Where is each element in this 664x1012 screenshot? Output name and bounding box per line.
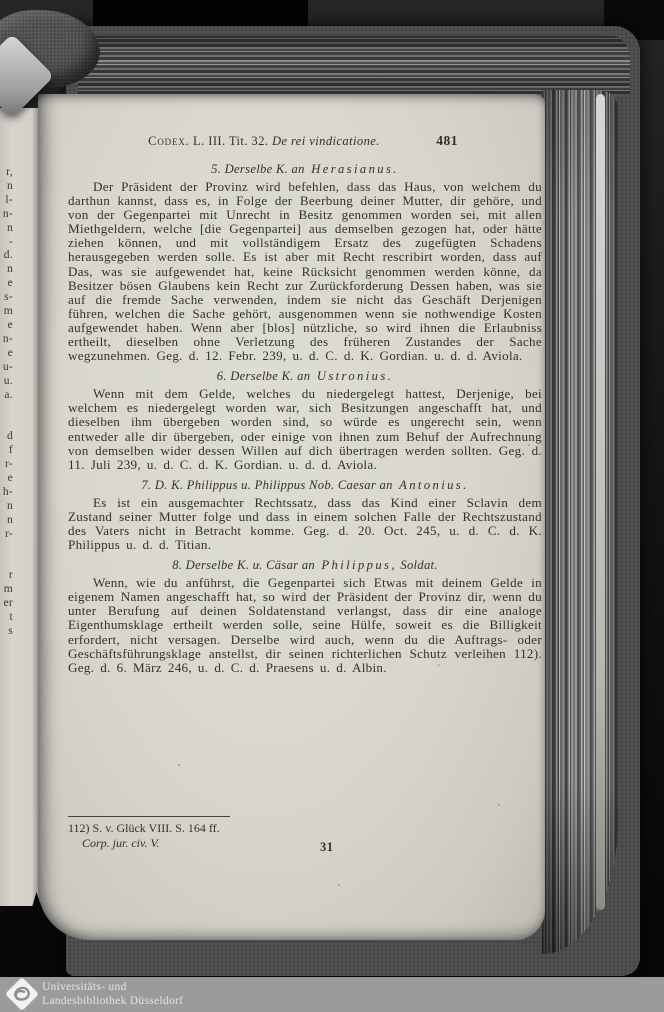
- running-head-latin-title: De rei vindicatione.: [271, 134, 380, 148]
- library-banner: [0, 977, 664, 1012]
- gutter-fragment: r-: [4, 527, 13, 540]
- section-body: Wenn, wie du anführst, die Gegenpartei sich Etwas mit deinem Gelde in eigenem Namen angeschafft hat, so wird der Präsident der Provinz dir, wenn du unter Berufung auf deinen Soldatenstand verlangst, dass dir eine analoge Eigenthumsklage ertheilt werden solle, seine Hülfe, soweit es die Billigkeit erfordert, nicht versagen. Derselbe wird auch, wenn du die Auftrags- oder Geschäftsführungsklage anstellst, dir seinen richterlichen Schutz verleihen 112). Geg. d. 6. März 246, u. d. C. d. Praesens u. d. Albin.: [68, 575, 542, 675]
- section-heading-post: Soldat.: [396, 558, 438, 573]
- gutter-fragment: n: [6, 179, 13, 192]
- running-head-codex: Codex.: [148, 134, 190, 148]
- gutter-fragment: s: [8, 624, 13, 637]
- book-top-page-edges: [78, 34, 630, 96]
- gutter-fragment: n: [6, 499, 13, 512]
- footnote-line-1: 112) S. v. Glück VIII. S. 164 ff.: [68, 821, 220, 835]
- section-heading-pre: 6. Derselbe K. an: [216, 369, 314, 384]
- section-heading-name: Antonius.: [399, 477, 469, 492]
- gutter-fragment: n: [6, 221, 13, 234]
- section-heading: [68, 369, 542, 384]
- footnote-line-2: Corp. jur. civ. V.: [82, 835, 160, 850]
- gutter-fragment: e: [7, 346, 13, 359]
- gutter-fragment: [0, 555, 13, 569]
- gutter-fragment: a.: [4, 388, 13, 401]
- section-heading-name: Philippus,: [321, 558, 397, 573]
- gutter-fragment: m: [3, 305, 13, 318]
- section-heading-pre: 7. D. K. Philippus u. Philippus Nob. Caesar an: [141, 477, 397, 492]
- gutter-fragment: u-: [2, 360, 13, 373]
- section-heading: [68, 478, 542, 493]
- codex-section-8: [68, 558, 542, 675]
- gutter-fragment: -: [8, 235, 13, 248]
- codex-section-6: [68, 369, 542, 472]
- gutter-fragment: u.: [3, 374, 13, 387]
- gutter-fragment: r,: [6, 166, 13, 178]
- section-body: Es ist ein ausgemachter Rechtssatz, dass das Kind einer Sclavin dem Zustand seiner Mutter folge und dass in einem solchen Falle der Rechtszustand des Vaters nicht in Betracht komme. Geg. d. 20. Oct. 245, u. d. C. d. K. Philippus u. d. d. Titian.: [68, 494, 542, 553]
- gutter-fragment: e: [7, 471, 13, 484]
- gutter-fragment: n: [6, 263, 13, 276]
- gutter-fragment: d: [6, 430, 13, 443]
- section-heading-pre: 5. Derselbe K. an: [211, 162, 309, 176]
- gutter-fragment: s-: [4, 291, 13, 304]
- sections-container: [68, 156, 542, 675]
- section-heading: [68, 162, 542, 177]
- gutter-fragment: [0, 416, 13, 430]
- section-body: Wenn mit dem Gelde, welches du niedergelegt hattest, Derjenige, bei welchem es niedergelegt worden war, sich Besitzungen angeschafft hat, und dieselben ihm übergeben worden sind, so würde es ungerecht sein, wenn entweder alle dir übergeben, oder einige von ihnen zum Behuf der Aufrechnung von demselben wider dessen Willen auf dich übertragen werden sollten. Geg. d. 11. Juli 239, u. d. C. d. K. Gordian. u. d. d. Aviola.: [68, 386, 542, 472]
- gutter-fragment: e: [7, 318, 13, 331]
- gutter-fragment: h-: [2, 485, 13, 498]
- library-name-line-2: Landesbibliothek Düsseldorf: [42, 994, 184, 1007]
- gutter-fragment: r: [8, 569, 13, 582]
- gutter-fragment: [0, 541, 13, 555]
- gutter-fragment: d.: [3, 249, 13, 262]
- codex-section-5: [68, 162, 542, 363]
- facing-page-edge: [0, 108, 41, 906]
- gutter-fragment: e: [7, 277, 13, 290]
- gutter-text-fragments: [0, 166, 13, 639]
- running-head-reference: L. III. Tit. 32.: [189, 134, 272, 148]
- running-head-title: [68, 134, 542, 149]
- gutter-fragment: er: [3, 597, 13, 610]
- section-heading-pre: 8. Derselbe K. u. Cäsar an: [172, 558, 319, 573]
- gutter-fragment: m: [3, 583, 13, 596]
- book-fore-edge-pages: [542, 90, 618, 954]
- gutter-fragment: n: [6, 513, 13, 526]
- gutter-fragment: [0, 402, 13, 416]
- footnote-rule: [68, 816, 230, 817]
- gutter-fragment: n-: [2, 332, 13, 345]
- library-name-line-1: Universitäts- und: [42, 981, 127, 993]
- footnote-block: [68, 816, 388, 850]
- section-heading-name: Herasianus.: [311, 162, 399, 176]
- gutter-fragment: n-: [2, 207, 13, 220]
- section-heading: [68, 558, 542, 573]
- gutter-fragment: l-: [5, 193, 13, 206]
- gutter-fragment: r-: [4, 458, 13, 471]
- codex-section-7: [68, 478, 542, 552]
- library-name: [42, 981, 183, 1008]
- gutter-fragment: f: [8, 444, 13, 457]
- running-head: [68, 134, 542, 150]
- book-page: [38, 94, 545, 940]
- section-heading-name: Ustronius.: [316, 369, 394, 384]
- page-number: 481: [436, 133, 458, 148]
- section-body: Der Präsident der Provinz wird befehlen, dass das Haus, von welchem du darthun kannst, dass es, in Folge der Beerbung deiner Mutter, dir gehöre, und von der Gegenpartei mit Unrecht in Besitz genommen worden sei, mit allen Miethgeldern, welche [die Gegenpartei] aus demselben gezogen hat, oder hätte ziehen können, und mit vollständigem Ersatz des zugefügten Schadens herausgegeben werden solle. Es ist aber mit Recht rescribirt worden, dass auf Das, was sie aufgewendet hat, keine Rücksicht genommen werden könne, da Besitzer bösen Glaubens kein Recht zur Zurückforderung Dessen haben, was sie auf die fremde Sache verwenden, indem sie nicht das Geschäft Derjenigen führen, welchen die Sache gehört, ausgenommen wenn sie nothwendige Kosten aufgewendet haben. Wenn aber [blos] nützliche, so wird ihnen die Erlaubniss ertheilt, dieselben ohne Verletzung des früheren Zustandes der Sache wegzunehmen. Geg. d. 12. Febr. 239, u. d. C. d. K. Gordian. u. d. d. Aviola.: [68, 179, 542, 364]
- top-edge-shading: [78, 34, 630, 96]
- gutter-fragment: t: [9, 611, 13, 623]
- signature-mark: 31: [320, 840, 334, 854]
- fore-edge-shading: [542, 90, 618, 954]
- library-logo-icon: [2, 974, 42, 1012]
- fore-edge-highlight-band: [596, 94, 605, 910]
